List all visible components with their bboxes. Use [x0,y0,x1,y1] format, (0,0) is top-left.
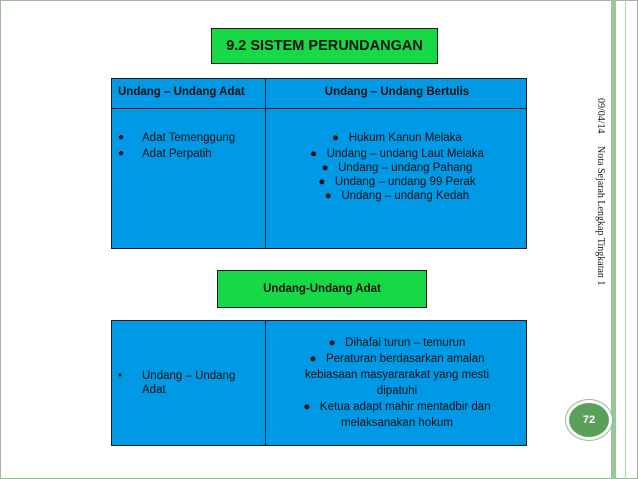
side-caption [584,98,606,328]
law-table [111,78,527,249]
list-item: ● Dihafal turun – temurun [328,337,466,349]
list-item: ● Undang – undang Laut Melaka [310,148,484,160]
page-number: 72 [582,414,596,426]
bullet: • [118,370,123,382]
left-text-line1: Undang – Undang [142,370,236,382]
adat-table [111,320,527,446]
left-text-line2: Adat [142,384,166,396]
col-header-bertulis: Undang – Undang Bertulis [324,86,470,98]
list-item: ● Adat Temenggung [118,132,236,144]
side-rail-line [625,0,626,479]
adat-left-cell [118,369,263,397]
list-item-continued: kebiasaan masyararakat yang mesti [304,369,490,381]
slide-title [211,28,438,64]
list-item: ● Undang – undang 99 Perak [318,176,476,188]
page-number-badge [566,400,612,440]
side-caption-text: Nota Sejarah Lengkap Tingkatan 1 [595,145,606,285]
list-item: ● Undang – undang Kedah [324,190,470,202]
subtitle-text: Undang-Undang Adat [263,283,381,295]
list-item: ● Ketua adapt mahir mentadbir dan [303,401,491,413]
list-item: ● Hukum Kanun Melaka [332,132,462,144]
subtitle-box [217,270,427,308]
col-header-adat: Undang – Undang Adat [118,86,245,98]
side-date: 09/04/14 [595,98,606,134]
list-item-continued: melaksanakan hokum [341,417,453,429]
bertulis-list [266,131,528,203]
list-item: ● Peraturan berdasarkan amalan [309,353,485,365]
adat-list [118,131,263,161]
side-rail [611,0,616,479]
list-item: ● Adat Perpatih [118,148,212,160]
table-header-line [112,108,526,109]
list-item-continued: dipatuhi [376,385,418,397]
adat-right-cell [266,335,528,431]
slide-title-text: 9.2 SISTEM PERUNDANGAN [226,38,423,54]
list-item: ● Undang – undang Pahang [321,162,473,174]
